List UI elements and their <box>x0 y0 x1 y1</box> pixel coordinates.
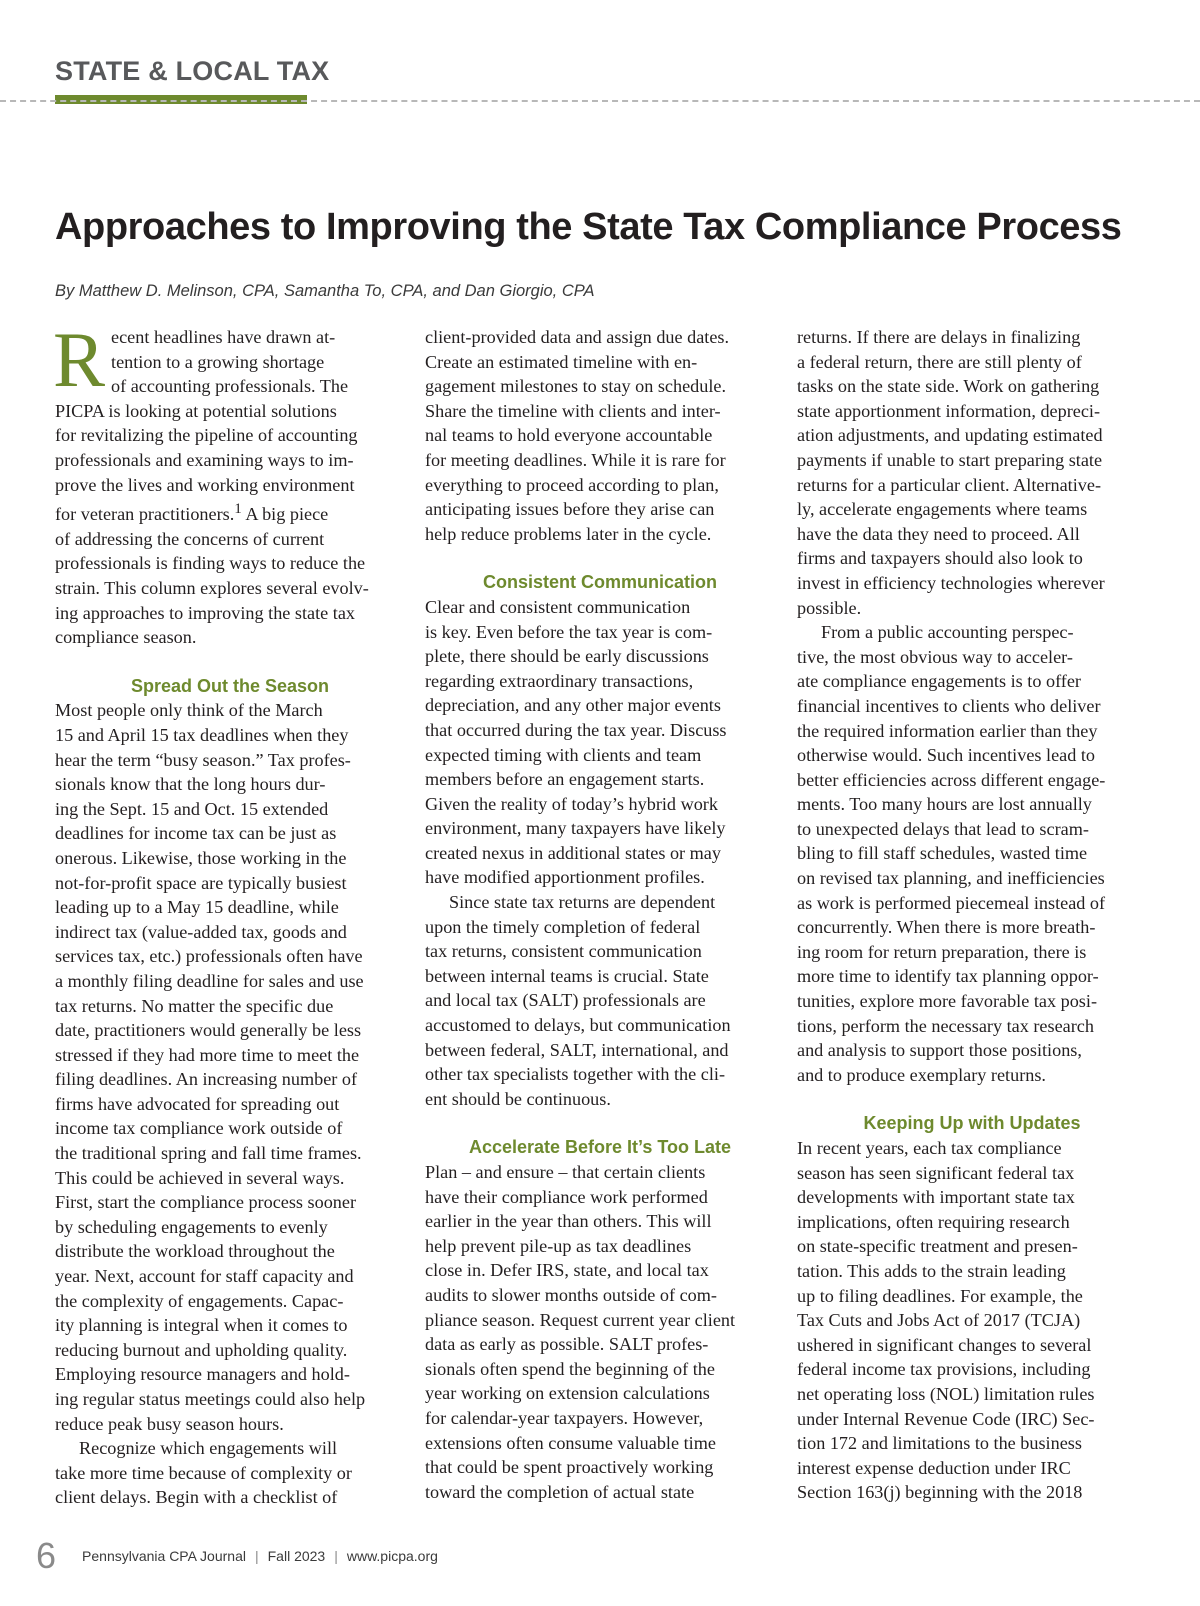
section-tag: STATE & LOCAL TAX <box>55 56 330 86</box>
issue-date: Fall 2023 <box>267 1548 326 1564</box>
byline: By Matthew D. Melinson, CPA, Samantha To, CPA, and Dan Giorgio, CPA <box>55 282 595 300</box>
section-heading-updates: Keeping Up with Updates <box>863 1113 1081 1134</box>
body-paragraph: From a public accounting perspec- tive, the most obvious way to acceler- ate compliance engagements is to offer financial incentives to clients who deliver the required information earlier than they otherwise would. Such incentives lead to better efficiencies across different engage- ments. Too many hours are lost annually to unexpected delays that lead to scram- bling to fill staff schedules, wasted time on revised tax planning, and inefficiencies as work is performed piecemeal instead of concurrently. When there is more breath- ing room for return preparation, there is more time to identify tax planning oppor- tunities, explore more favorable tax posi- tions, perform the necessary tax research and analysis to support those positions, and to produce exemplary returns. <box>797 622 1106 1085</box>
footer-separator: | <box>334 1548 338 1564</box>
intro-paragraph <box>53 316 405 650</box>
body-paragraph: Plan – and ensure – that certain clients have their compliance work performed earlier in the year than others. This will help prevent pile-up as tax deadlines close in. Defer IRS, state, and local tax audits to slower months outside of com- pliance season. Request current year client data as early as possible. SALT profes- sionals often spend the beginning of the year working on extension calculations for calendar-year taxpayers. However, extensions often consume valuable time that could be spent proactively working toward the completion of actual state <box>425 1162 736 1502</box>
body-paragraph: In recent years, each tax compliance season has seen significant federal tax developments with important state tax implications, often requiring research on state-specific treatment and presen- tation. This adds to the strain leading up to filing deadlines. For example, the Tax Cuts and Jobs Act of 2017 (TCJA) ushered in significant changes to several federal income tax provisions, including net operating loss (NOL) limitation rules under Internal Revenue Code (IRC) Sec- tion 172 and limitations to the business interest expense deduction under IRC Section 163(j) beginning with the 2018 <box>797 1138 1095 1503</box>
column-3 <box>797 325 1147 1505</box>
page-footer <box>36 1536 438 1576</box>
drop-cap: R <box>53 316 106 403</box>
column-1 <box>53 316 405 1510</box>
body-paragraph: Most people only think of the March 15 and April 15 tax deadlines when they hear the term “busy season.” Tax profes- sionals know that the long hours dur- ing the Sept. 15 and Oct. 15 extended deadlines for income tax can be just as onerous. Likewise, those working in the not-for-profit space are typically busiest leading up to a May 15 deadline, while indirect tax (value-added tax, goods and services tax, etc.) professionals often have a monthly filing deadline for sales and use tax returns. No matter the specific due date, practitioners would generally be less stressed if they had more time to meet the filing deadlines. An increasing number of firms have advocated for spreading out income tax compliance work outside of the traditional spring and fall time frames. This could be achieved in several ways. First, start the compliance process sooner by scheduling engagements to evenly distribute the workload throughout the year. Next, account for staff capacity and the complexity of engagements. Capac- ity planning is integral when it comes to reducing burnout and upholding quality. Employing resource managers and hold- ing regular status meetings could also help reduce peak busy season hours. <box>55 700 366 1434</box>
body-paragraph: Clear and consistent communication is key. Even before the tax year is com- plete, there should be early discussions regarding extraordinary transactions, depreciation, and any other major events that occurred during the tax year. Discuss expected timing with clients and team members before an engagement starts. Given the reality of today’s hybrid work environment, many taxpayers have likely created nexus in additional states or may have modified apportionment profiles. <box>425 596 727 888</box>
website-link[interactable]: www.picpa.org <box>346 1548 438 1564</box>
column-2 <box>425 325 775 1504</box>
body-paragraph: Since state tax returns are dependent upon the timely completion of federal tax returns, consistent communication between internal teams is crucial. State and local tax (SALT) professionals are accustomed to delays, but communication between federal, SALT, international, and other tax specialists together with the cli- ent should be continuous. <box>425 892 731 1109</box>
intro-text: ecent headlines have drawn at- tention to a growing shortage of accounting professionals. The PICPA is looking at potential solutions for revitalizing the pipeline of accounting professionals and examining ways to im- prove the lives and working environment for veteran practitioners.$^1$ A big piece of addressing the concerns of current professionals is finding ways to reduce the strain. This column explores several evolv- ing approaches to improving the state tax compliance season. <box>55 327 369 648</box>
body-paragraph: Recognize which engagements will take more time because of complexity or client delays. Begin with a checklist of <box>55 1438 352 1508</box>
section-heading-spread-out: Spread Out the Season <box>130 675 330 696</box>
page-number: 6 <box>36 1535 57 1576</box>
body-paragraph: client-provided data and assign due dates. Create an estimated timeline with en- gagement milestones to stay on schedule. Share the timeline with clients and inter- nal teams to hold everyone accountable for meeting deadlines. While it is rare for everything to proceed according to plan, anticipating issues before they arise can help reduce problems later in the cycle. <box>425 327 730 544</box>
article-title: Approaches to Improving the State Tax Compliance Process <box>55 206 1122 248</box>
dashed-rule <box>0 100 1200 102</box>
section-heading-accelerate: Accelerate Before It’s Too Late <box>468 1137 732 1158</box>
footer-separator: | <box>254 1548 259 1564</box>
body-paragraph: returns. If there are delays in finalizing a federal return, there are still plenty of tasks on the state side. Work on gathering state apportionment information, depreci- ation adjustments, and updating estimated payments if unable to start preparing state returns for a particular client. Alternative- ly, accelerate engagements where teams have the data they need to proceed. All firms and taxpayers should also look to invest in efficiency technologies wherever possible. <box>797 327 1105 618</box>
section-heading-communication: Consistent Communication <box>482 572 717 593</box>
publication-name: Pennsylvania CPA Journal <box>82 1548 246 1564</box>
